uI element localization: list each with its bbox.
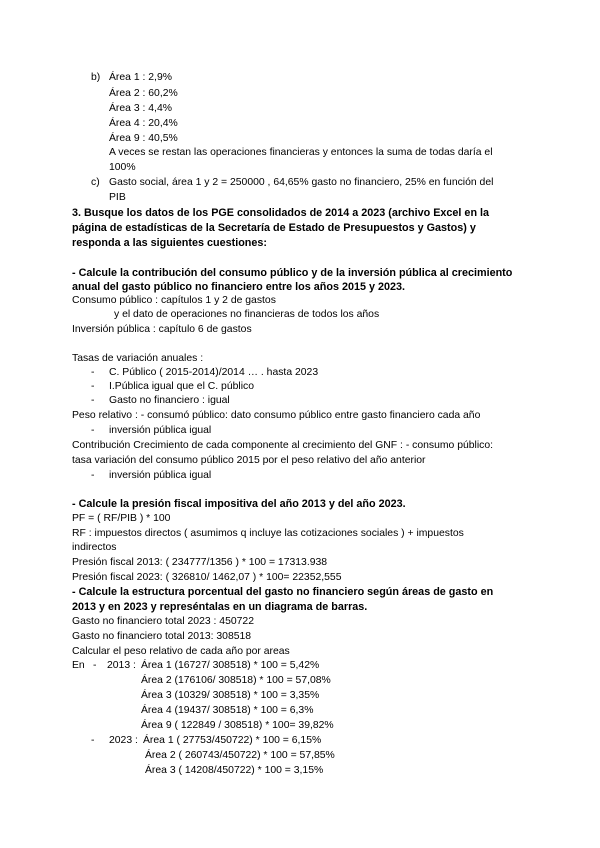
list-item: I.Pública igual que el C. público: [109, 381, 254, 392]
list-item: inversión pública igual: [109, 425, 212, 436]
gasto-social-line: PIB: [109, 192, 126, 203]
year-label: 2023 :: [109, 735, 138, 746]
area-calc: Área 3 ( 14208/450722) * 100 = 3,15%: [145, 765, 324, 776]
area-item: Área 3 : 4,4%: [109, 103, 172, 114]
note-line: A veces se restan las operaciones financieras y entonces la suma de todas daría el: [109, 147, 493, 158]
area-calc: Área 1 (16727/ 308518) * 100 = 5,42%: [141, 660, 320, 671]
area-calc: Área 1 ( 27753/450722) * 100 = 6,15%: [143, 735, 322, 746]
area-calc: Área 2 ( 260743/450722) * 100 = 57,85%: [145, 750, 335, 761]
subquestion-heading: anual del gasto público no financiero entre los años 2015 y 2023.: [72, 281, 406, 293]
note-line: 100%: [109, 162, 136, 173]
area-calc: Área 4 (19437/ 308518) * 100 = 6,3%: [141, 705, 314, 716]
dash-bullet: -: [91, 395, 95, 406]
result-line: Presión fiscal 2013: ( 234777/1356 ) * 100 = 17313.938: [72, 557, 328, 568]
list-item: C. Público ( 2015-2014)/2014 … . hasta 2023: [109, 367, 319, 378]
body-line: y el dato de operaciones no financieras de todos los años: [114, 309, 380, 320]
list-marker-c: c): [91, 177, 100, 188]
area-item: Área 4 : 20,4%: [109, 118, 178, 129]
dash-bullet: -: [91, 470, 95, 481]
dash-bullet: -: [91, 381, 95, 392]
dash-bullet: -: [91, 425, 95, 436]
dash-bullet: -: [91, 367, 95, 378]
body-line: Calcular el peso relativo de cada año por areas: [72, 646, 290, 657]
dash-bullet: -: [91, 735, 95, 746]
gasto-social-line: Gasto social, área 1 y 2 = 250000 , 64,65% gasto no financiero, 25% en función del: [109, 177, 494, 188]
body-line: Consumo público : capítulos 1 y 2 de gastos: [72, 295, 276, 306]
list-item: inversión pública igual: [109, 470, 212, 481]
body-line: Gasto no financiero total 2023 : 450722: [72, 616, 254, 627]
result-line: Presión fiscal 2023: ( 326810/ 1462,07 ) * 100= 22352,555: [72, 572, 342, 583]
area-calc: Área 2 (176106/ 308518) * 100 = 57,08%: [141, 675, 331, 686]
body-line: Peso relativo : - consumó público: dato consumo público entre gasto financiero cada año: [72, 410, 481, 421]
area-item: Área 1 : 2,9%: [109, 72, 172, 83]
area-item: Área 2 : 60,2%: [109, 88, 178, 99]
list-item: Gasto no financiero : igual: [109, 395, 230, 406]
body-line: Tasas de variación anuales :: [72, 353, 204, 364]
area-calc: Área 3 (10329/ 308518) * 100 = 3,35%: [141, 690, 320, 701]
body-line: tasa variación del consumo público 2015 por el peso relativo del año anterior: [72, 455, 426, 466]
body-line: Contribución Crecimiento de cada componente al crecimiento del GNF : - consumo público:: [72, 440, 494, 451]
formula-line: PF = ( RF/PIB ) * 100: [72, 513, 171, 524]
question-3-heading: responda a las siguientes cuestiones:: [72, 237, 268, 249]
subquestion-heading: - Calcule la contribución del consumo público y de la inversión pública al crecimiento: [72, 267, 513, 279]
dash-bullet: -: [93, 660, 97, 671]
subquestion-heading: 2013 y en 2023 y represéntalas en un diagrama de barras.: [72, 601, 368, 613]
body-line: Inversión pública : capítulo 6 de gastos: [72, 324, 252, 335]
subquestion-heading: - Calcule la estructura porcentual del gasto no financiero según áreas de gasto en: [72, 586, 494, 598]
subquestion-heading: - Calcule la presión fiscal impositiva del año 2013 y del año 2023.: [72, 498, 406, 510]
year-label: 2013 :: [107, 660, 136, 671]
area-calc: Área 9 ( 122849 / 308518) * 100= 39,82%: [141, 720, 334, 731]
question-3-heading: 3. Busque los datos de los PGE consolidados de 2014 a 2023 (archivo Excel en la: [72, 207, 490, 219]
list-marker-b: b): [91, 72, 101, 83]
question-3-heading: página de estadísticas de la Secretaría de Estado de Presupuestos y Gastos) y: [72, 222, 476, 234]
body-line: Gasto no financiero total 2013: 308518: [72, 631, 252, 642]
body-line: indirectos: [72, 542, 117, 553]
body-line: RF : impuestos directos ( asumimos q incluye las cotizaciones sociales ) + impuestos: [72, 528, 464, 539]
en-label: En: [72, 660, 85, 671]
area-item: Área 9 : 40,5%: [109, 133, 178, 144]
